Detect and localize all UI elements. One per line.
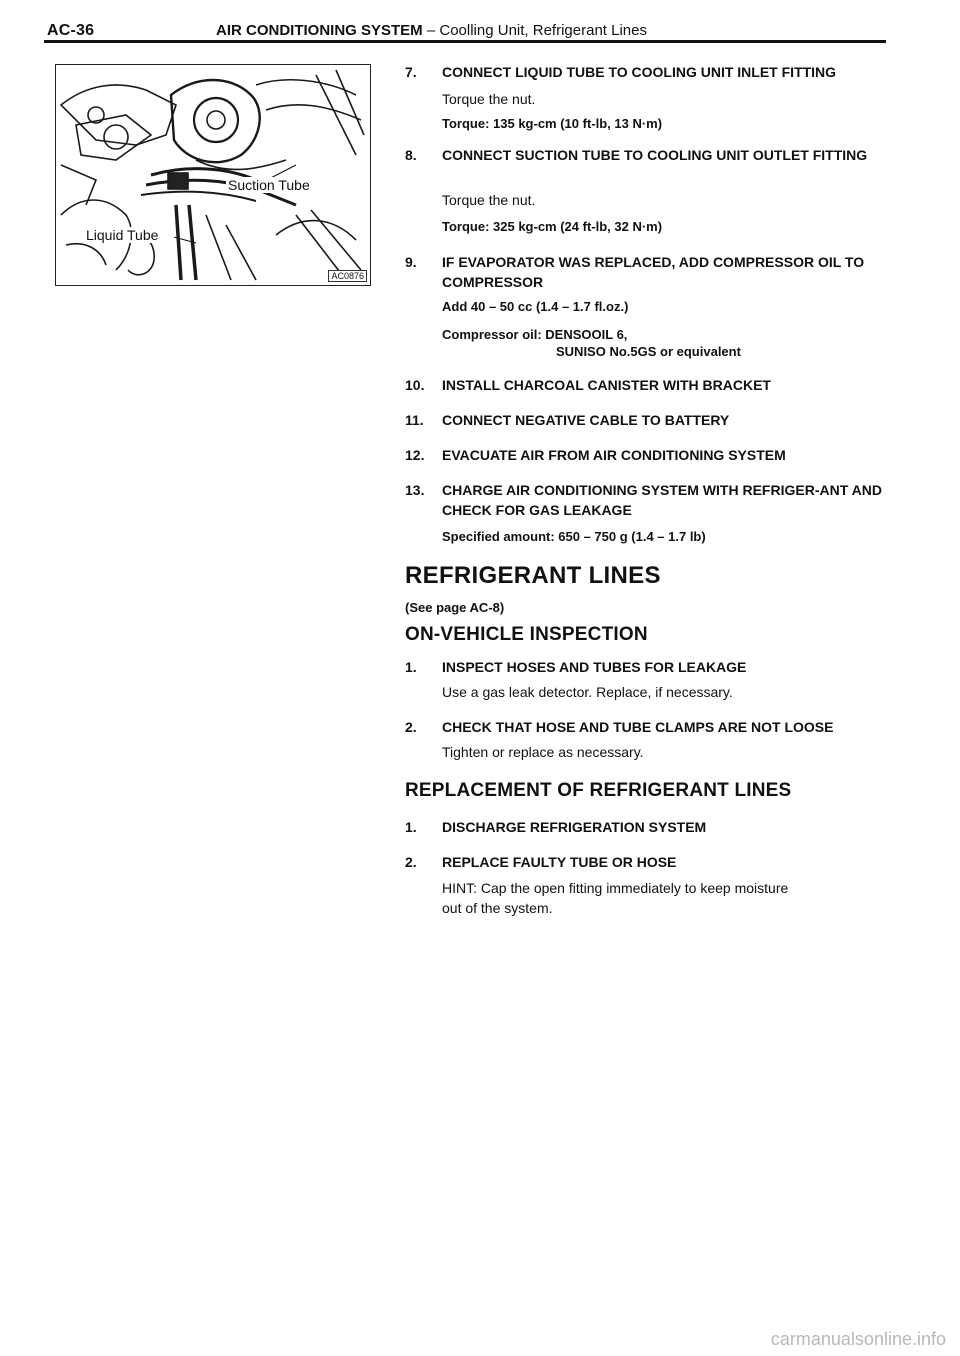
on-vehicle-inspection-heading: ON-VEHICLE INSPECTION xyxy=(405,624,648,645)
page-header xyxy=(0,0,960,48)
see-page-reference: (See page AC-8) xyxy=(405,600,505,615)
header-title xyxy=(216,22,647,39)
step-number: 2. xyxy=(405,854,417,870)
step-number: 1. xyxy=(405,659,417,675)
section-subtitle: – Coolling Unit, Refrigerant Lines xyxy=(426,22,647,39)
step-title: IF EVAPORATOR WAS REPLACED, ADD COMPRESSOR OIL TO COMPRESSOR xyxy=(442,254,865,290)
step-number: 8. xyxy=(405,147,417,163)
refrigerant-lines-heading: REFRIGERANT LINES xyxy=(405,562,661,589)
step-number: 9. xyxy=(405,254,417,270)
step-number: 1. xyxy=(405,819,417,835)
step-number: 11. xyxy=(405,412,424,428)
step-number: 7. xyxy=(405,64,417,80)
hint-line-2: out of the system. xyxy=(442,900,553,916)
step-8-instruction: Torque the nut. xyxy=(442,192,536,208)
step-title: INSPECT HOSES AND TUBES FOR LEAKAGE xyxy=(442,659,747,675)
step-title: CONNECT NEGATIVE CABLE TO BATTERY xyxy=(442,412,730,428)
figure-code: AC0876 xyxy=(328,270,367,282)
step-title: DISCHARGE REFRIGERATION SYSTEM xyxy=(442,819,707,835)
page-number: AC-36 xyxy=(47,22,95,39)
step-number: 10. xyxy=(405,377,425,393)
step-title: CONNECT SUCTION TUBE TO COOLING UNIT OUTLET FITTING xyxy=(442,147,868,163)
liquid-tube-label: Liquid Tube xyxy=(86,227,159,243)
step-number: 13. xyxy=(405,482,425,498)
section-title: AIR CONDITIONING SYSTEM xyxy=(216,22,423,39)
step-title: INSTALL CHARCOAL CANISTER WITH BRACKET xyxy=(442,377,771,393)
step-7-torque: Torque: 135 kg-cm (10 ft-lb, 13 N·m) xyxy=(442,116,663,131)
watermark: carmanualsonline.info xyxy=(770,1329,946,1349)
step-9-amount: Add 40 – 50 cc (1.4 – 1.7 fl.oz.) xyxy=(442,299,629,314)
step-title: CHECK THAT HOSE AND TUBE CLAMPS ARE NOT LOOSE xyxy=(442,719,834,735)
step-number: 2. xyxy=(405,719,417,735)
replacement-heading: REPLACEMENT OF REFRIGERANT LINES xyxy=(405,780,792,801)
step-9-oil: Compressor oil: DENSOOIL 6, xyxy=(442,327,628,342)
step-7-instruction: Torque the nut. xyxy=(442,91,536,107)
step-title: CHARGE AIR CONDITIONING SYSTEM WITH REFRIGER-ANT AND CHECK FOR GAS LEAKAGE xyxy=(442,482,882,518)
engine-bay-illustration xyxy=(55,64,371,286)
step-9-oil-alt: SUNISO No.5GS or equivalent xyxy=(556,344,741,359)
step-title: EVACUATE AIR FROM AIR CONDITIONING SYSTEM xyxy=(442,447,786,463)
inspection-step-1-detail: Use a gas leak detector. Replace, if necessary. xyxy=(442,684,733,700)
step-13-spec: Specified amount: 650 – 750 g (1.4 – 1.7 lb) xyxy=(442,529,706,544)
inspection-step-2-detail: Tighten or replace as necessary. xyxy=(442,744,644,760)
step-title: REPLACE FAULTY TUBE OR HOSE xyxy=(442,854,677,870)
step-title: CONNECT LIQUID TUBE TO COOLING UNIT INLET FITTING xyxy=(442,64,837,80)
step-number: 12. xyxy=(405,447,425,463)
hint-line-1: HINT: Cap the open fitting immediately to keep moisture xyxy=(442,880,789,896)
engine-drawing xyxy=(56,65,370,285)
suction-tube-label: Suction Tube xyxy=(228,177,310,193)
header-rule xyxy=(44,40,886,43)
step-8-torque: Torque: 325 kg-cm (24 ft-lb, 32 N·m) xyxy=(442,219,663,234)
